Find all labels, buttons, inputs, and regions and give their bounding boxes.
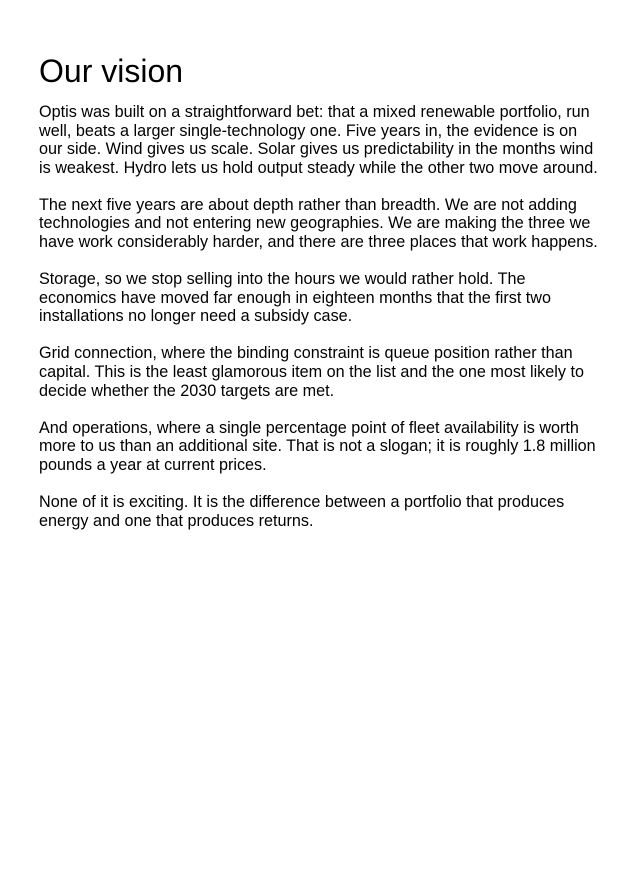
body-text: [39, 103, 599, 530]
paragraph-next-five-years: The next five years are about depth rather than breadth. We are not adding technologies and not entering new geographies. We are making the three we have work considerably harder, and there are three places that work happens.: [39, 195, 598, 252]
paragraph-operations: And operations, where a single percentage point of fleet availability is worth more to us than an additional site. That is not a slogan; it is roughly 1.8 million pounds a year at current prices.: [39, 418, 596, 474]
paragraph-grid-connection: Grid connection, where the binding constraint is queue position rather than capital. This is the least glamorous item on the list and the one most likely to decide whether the 2030 targets are met.: [39, 344, 584, 400]
paragraph-conclusion: None of it is exciting. It is the difference between a portfolio that produces energy and one that produces returns.: [39, 493, 565, 530]
paragraph-storage: Storage, so we stop selling into the hours we would rather hold. The economics have moved far enough in eighteen months that the first two installations no longer need a subsidy case.: [39, 270, 552, 326]
paragraph-portfolio-bet: Optis was built on a straightforward bet: that a mixed renewable portfolio, run well, beats a larger single-technology one. Five years in, the evidence is on our side. Wind gives us scale. Solar gives us predictability in the months wind is weakest. Hydro lets us hold output steady while the other two move around.: [39, 103, 598, 177]
document-page: [39, 53, 599, 549]
page-title: Our vision: [39, 53, 184, 89]
